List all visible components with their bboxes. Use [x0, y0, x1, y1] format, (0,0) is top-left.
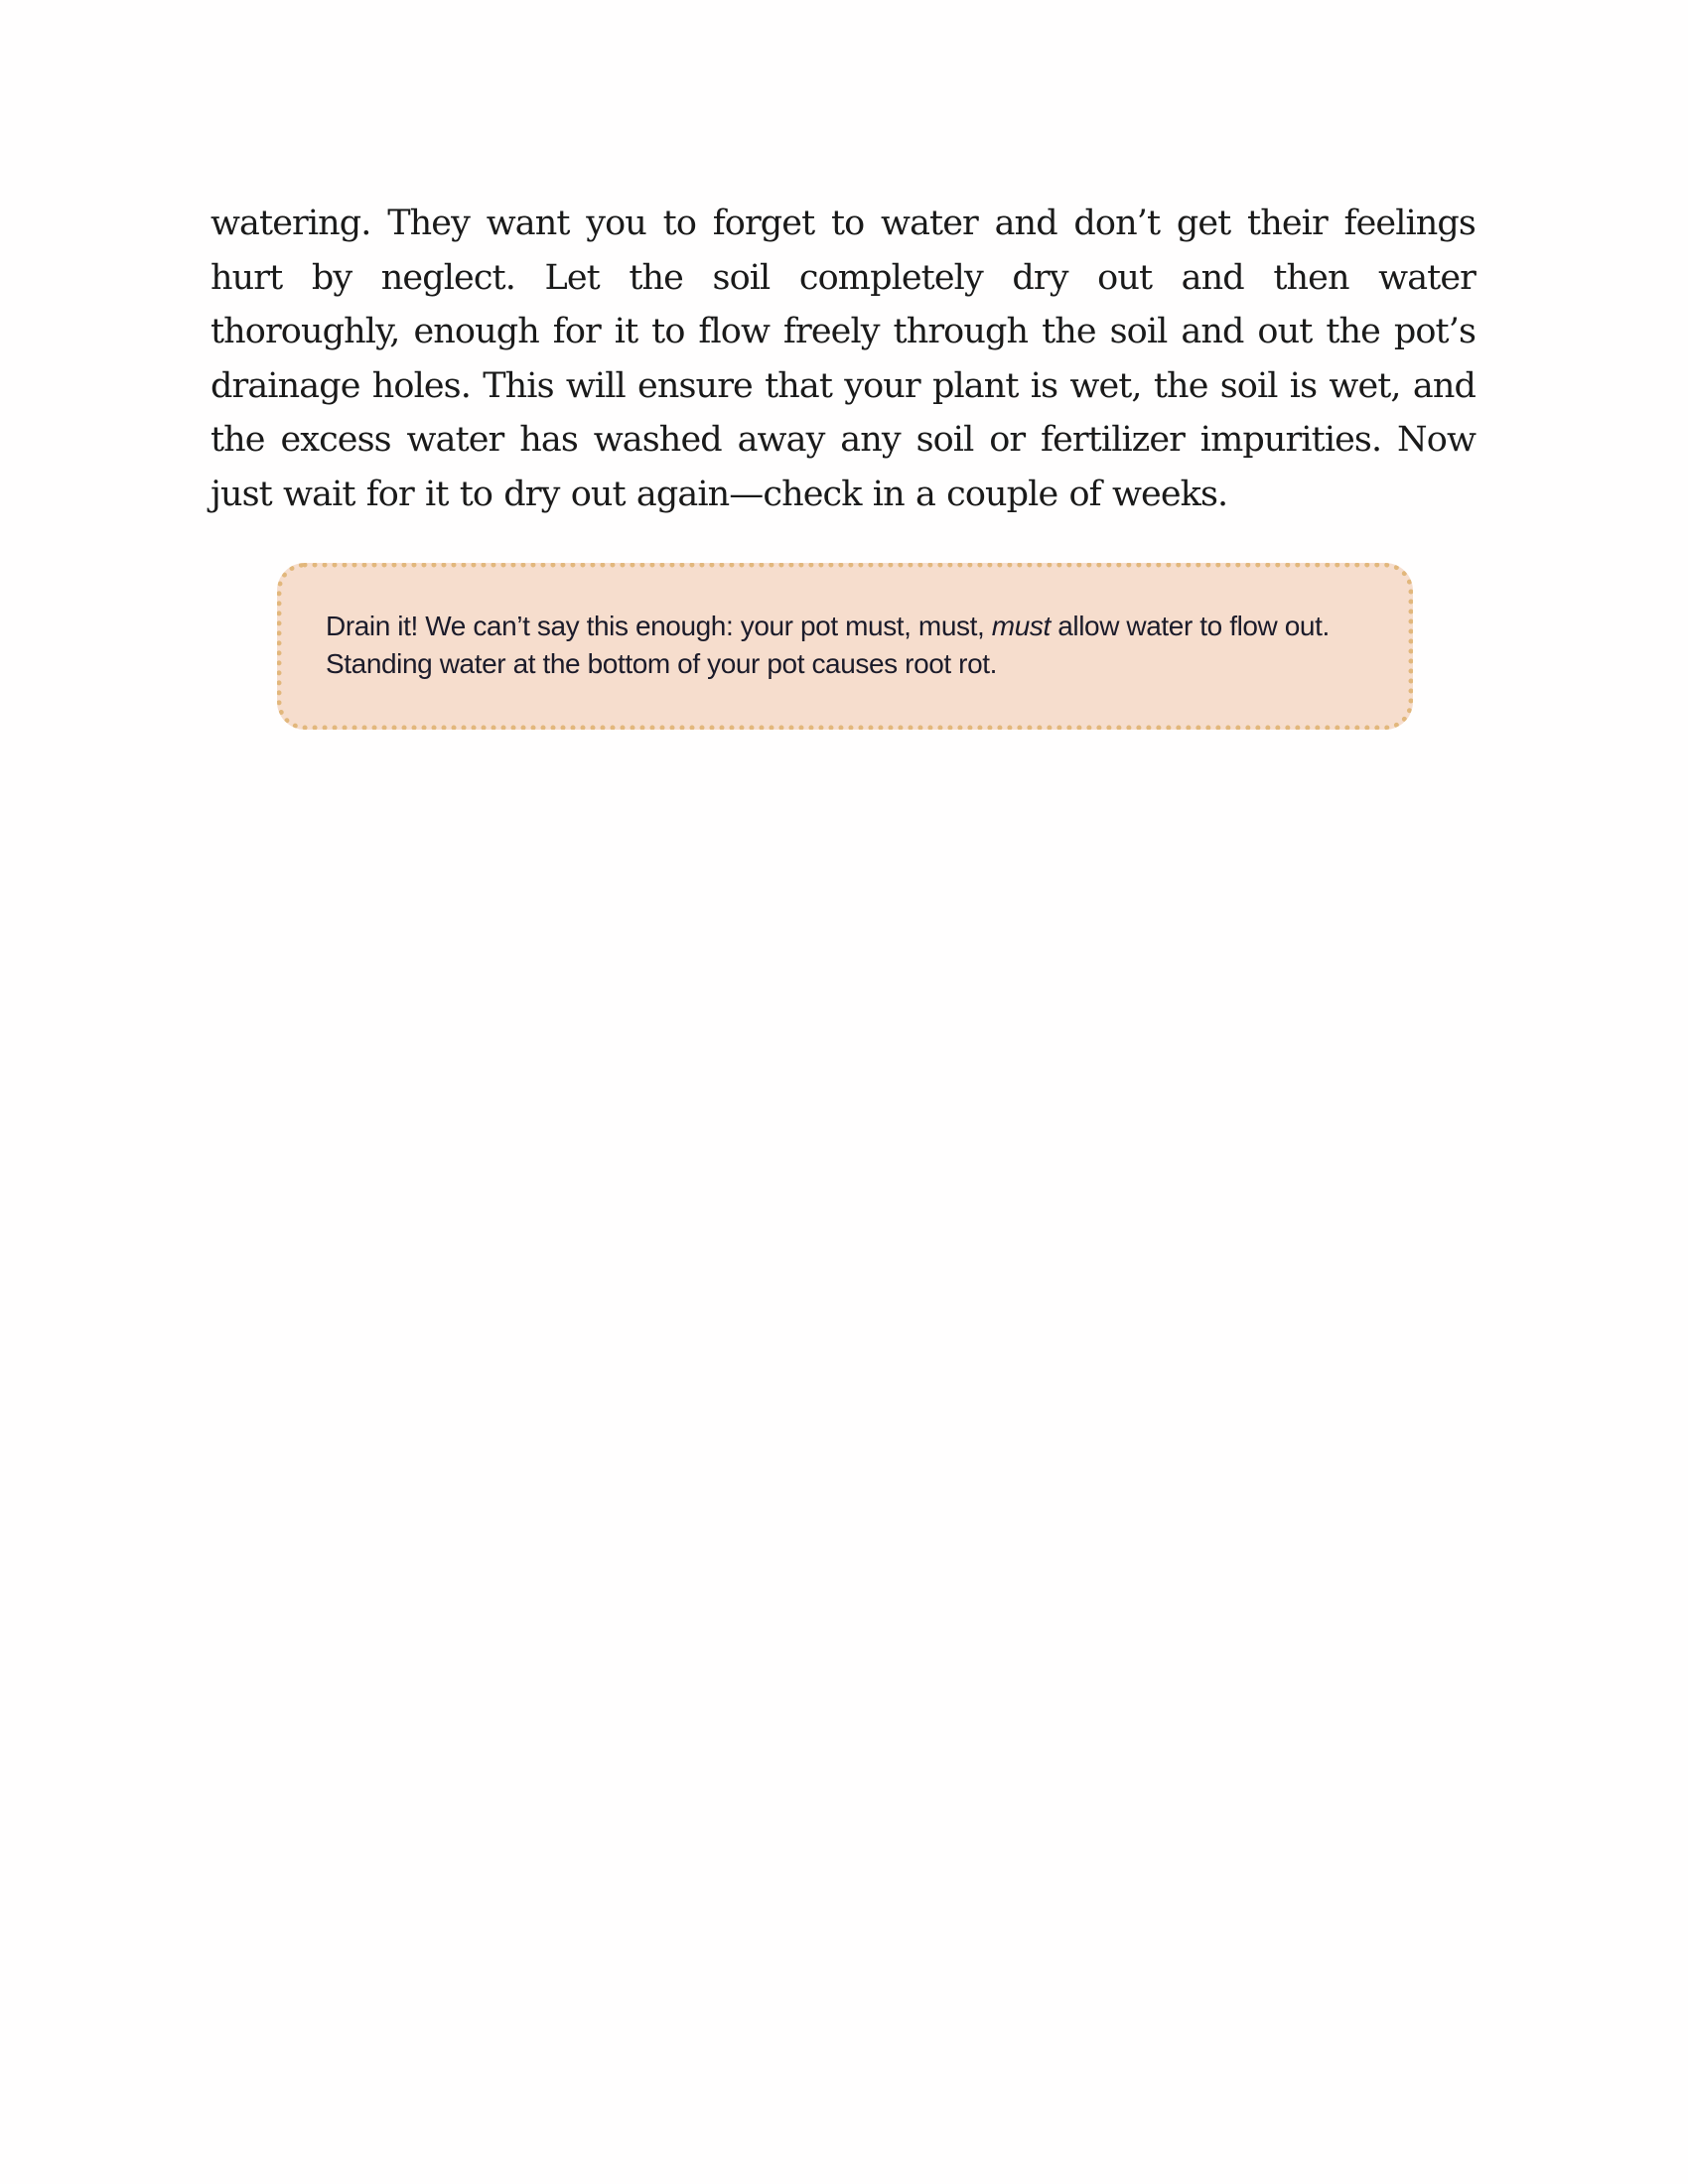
body-paragraph: watering. They want you to forget to water and don’t get their feelings hurt by neglect. Let the soil completely dry out and then water thoroughly, enough for it to flow freely through the soil and out the pot’s drainage holes. This will ensure that your plant is wet, the soil is wet, and the excess water has washed away any soil or fertilizer impurities. Now just wait for it to dry out again—check in a couple of weeks. — [211, 204, 1476, 514]
drain-tip-callout — [277, 563, 1413, 730]
callout-text — [326, 608, 1378, 683]
callout-text-before: Drain it! We can’t say this enough: your pot must, must, — [326, 611, 992, 641]
callout-text-after: allow water to flow out. Standing water at the bottom of your pot causes root rot. — [326, 611, 1330, 679]
callout-emphasis: must — [991, 611, 1051, 641]
